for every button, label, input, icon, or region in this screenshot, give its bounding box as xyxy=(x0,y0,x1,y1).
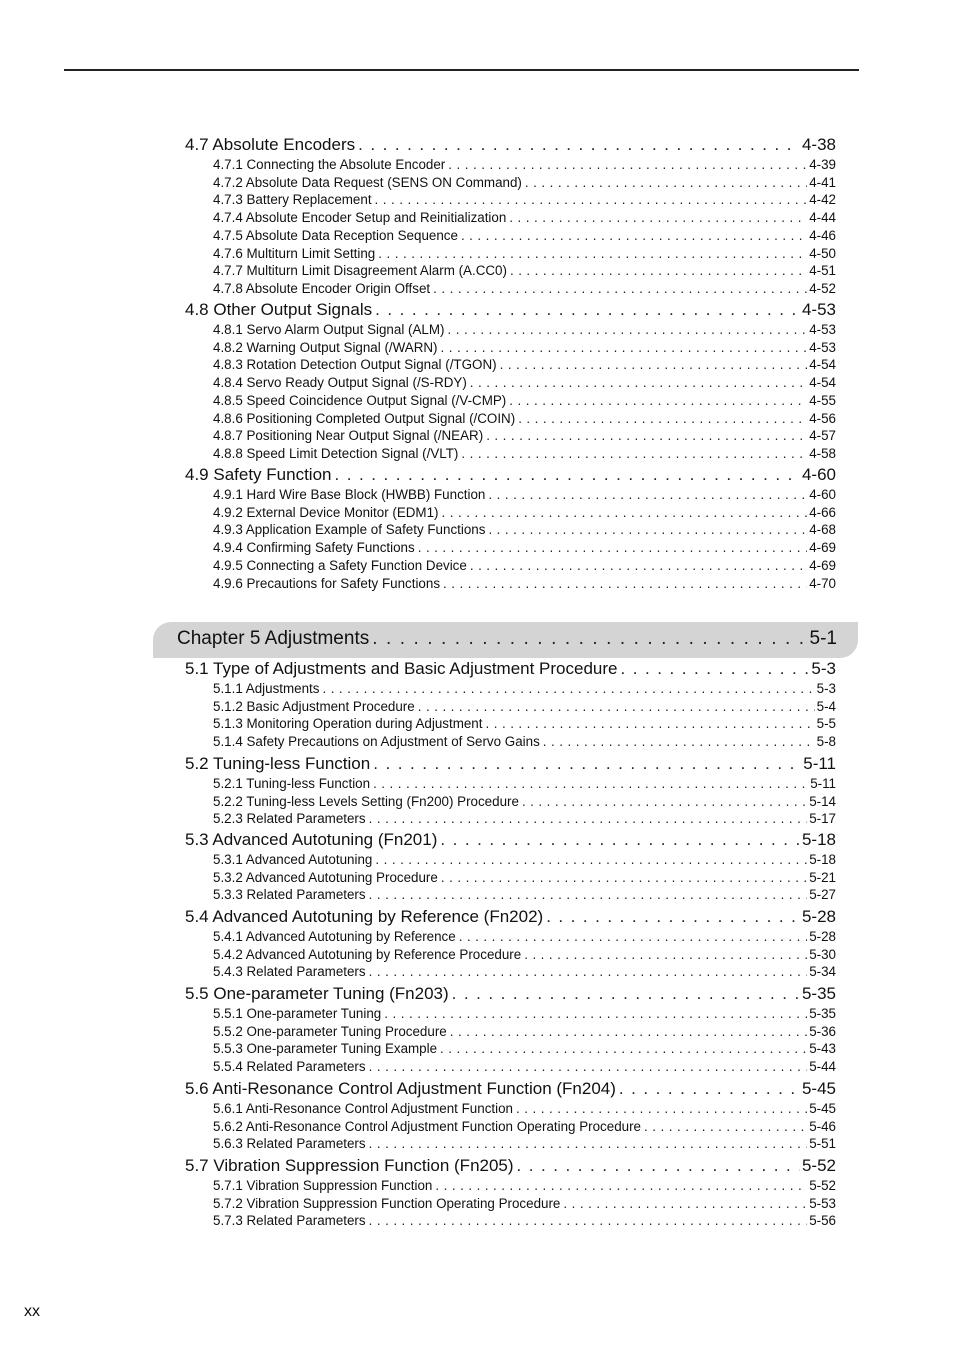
toc-subsection-entry-page: 4-44 xyxy=(809,210,836,225)
toc-subsection-entry-title: 4.8.7 Positioning Near Output Signal (/NEAR) xyxy=(213,428,484,443)
toc-subsection-entry[interactable] xyxy=(213,1119,836,1136)
chapter-heading-bar xyxy=(153,622,858,658)
toc-subsection-entry-title: 5.3.2 Advanced Autotuning Procedure xyxy=(213,870,438,885)
toc-subsection-entry-title: 4.8.5 Speed Coincidence Output Signal (/V-CMP) xyxy=(213,393,507,408)
toc-subsection-entry[interactable] xyxy=(213,505,836,522)
dot-leader xyxy=(369,964,808,979)
toc-subsection-entry[interactable] xyxy=(213,1059,836,1076)
toc-subsection-entry-page: 5-56 xyxy=(809,1213,836,1228)
dot-leader xyxy=(563,1196,807,1211)
toc-section-entry[interactable] xyxy=(185,984,836,1006)
page-number-label: xx xyxy=(24,1303,40,1320)
toc-section-entry-title: 5.4 Advanced Autotuning by Reference (Fn202) xyxy=(185,907,544,926)
dot-leader xyxy=(375,192,808,207)
toc-section-entry[interactable] xyxy=(185,659,836,681)
toc-subsection-entry-page: 4-55 xyxy=(809,393,836,408)
toc-section-entry-title: 5.1 Type of Adjustments and Basic Adjustment Procedure xyxy=(185,659,618,678)
toc-subsection-entry[interactable] xyxy=(213,964,836,981)
toc-subsection-entry-title: 4.8.4 Servo Ready Output Signal (/S-RDY) xyxy=(213,375,467,390)
toc-section-entry-title: 5.2 Tuning-less Function xyxy=(185,754,371,773)
dot-leader xyxy=(440,830,800,850)
toc-subsection-entry[interactable] xyxy=(213,540,836,557)
toc-subsection-entry-page: 5-53 xyxy=(809,1196,836,1211)
header-rule xyxy=(64,69,859,71)
toc-subsection-entry[interactable] xyxy=(213,870,836,887)
toc-subsection-entry-title: 5.4.3 Related Parameters xyxy=(213,964,366,979)
toc-subsection-entry[interactable] xyxy=(213,1196,836,1213)
toc-section-entry-page: 5-28 xyxy=(801,907,836,926)
dot-leader xyxy=(516,1101,807,1116)
toc-subsection-entry[interactable] xyxy=(213,322,836,339)
toc-subsection-entry[interactable] xyxy=(213,811,836,828)
toc-subsection-entry-page: 5-4 xyxy=(816,699,836,714)
toc-subsection-entry-page: 5-11 xyxy=(810,776,836,791)
toc-subsection-entry-title: 4.8.1 Servo Alarm Output Signal (ALM) xyxy=(213,322,445,337)
toc-subsection-entry-title: 5.2.3 Related Parameters xyxy=(213,811,366,826)
dot-leader xyxy=(373,754,801,774)
toc-subsection-entry-page: 4-42 xyxy=(809,192,836,207)
toc-section-entry-page: 5-18 xyxy=(801,830,836,849)
toc-subsection-entry-page: 5-46 xyxy=(809,1119,836,1134)
toc-subsection-entry-page: 4-41 xyxy=(809,175,836,190)
toc-subsection-entry[interactable] xyxy=(213,852,836,869)
dot-leader xyxy=(452,984,800,1004)
toc-subsection-entry[interactable] xyxy=(213,192,836,209)
toc-subsection-entry-title: 5.1.1 Adjustments xyxy=(213,681,320,696)
toc-subsection-entry-title: 4.7.6 Multiturn Limit Setting xyxy=(213,246,376,261)
chapter-page: 5-1 xyxy=(809,628,837,649)
dot-leader xyxy=(369,887,808,902)
toc-subsection-entry-title: 4.8.8 Speed Limit Detection Signal (/VLT) xyxy=(213,446,459,461)
dot-leader xyxy=(334,465,799,485)
dot-leader xyxy=(369,1136,808,1151)
toc-subsection-entry-page: 5-34 xyxy=(809,964,836,979)
toc-subsection-entry[interactable] xyxy=(213,228,836,245)
dot-leader xyxy=(485,716,814,731)
toc-subsection-entry[interactable] xyxy=(213,246,836,263)
dot-leader xyxy=(418,540,807,555)
dot-leader xyxy=(448,157,807,172)
toc-subsection-entry[interactable] xyxy=(213,558,836,575)
dot-leader xyxy=(470,558,807,573)
toc-subsection-entry-title: 5.5.4 Related Parameters xyxy=(213,1059,366,1074)
toc-subsection-entry-title: 4.7.3 Battery Replacement xyxy=(213,192,372,207)
toc-subsection-entry-page: 4-46 xyxy=(809,228,836,243)
toc-subsection-entry-title: 5.4.2 Advanced Autotuning by Reference Procedure xyxy=(213,947,522,962)
toc-subsection-entry-page: 4-50 xyxy=(809,246,836,261)
toc-subsection-entry-title: 4.8.6 Positioning Completed Output Signal (/COIN) xyxy=(213,411,516,426)
toc-section-entry-page: 5-3 xyxy=(811,659,836,678)
toc-subsection-entry-page: 4-68 xyxy=(809,522,836,537)
toc-subsection-entry[interactable] xyxy=(213,210,836,227)
toc-subsection-entry[interactable] xyxy=(213,522,836,539)
dot-leader xyxy=(435,1178,807,1193)
toc-subsection-entry-page: 4-69 xyxy=(809,540,836,555)
toc-section-entry-page: 5-45 xyxy=(801,1079,836,1098)
toc-subsection-entry[interactable] xyxy=(213,1178,836,1195)
toc-subsection-entry-title: 5.1.2 Basic Adjustment Procedure xyxy=(213,699,415,714)
dot-leader xyxy=(373,776,808,791)
toc-section-entry[interactable] xyxy=(185,1156,836,1178)
toc-subsection-entry-title: 4.9.4 Confirming Safety Functions xyxy=(213,540,415,555)
toc-subsection-entry[interactable] xyxy=(213,393,836,410)
toc-section-entry-page: 5-11 xyxy=(803,754,836,773)
dot-leader xyxy=(440,1041,807,1056)
dot-leader xyxy=(384,1006,807,1021)
toc-subsection-entry-title: 5.2.2 Tuning-less Levels Setting (Fn200) Procedure xyxy=(213,794,519,809)
toc-section-entry[interactable] xyxy=(185,907,836,929)
toc-subsection-entry-title: 4.7.2 Absolute Data Request (SENS ON Command) xyxy=(213,175,522,190)
toc-subsection-entry-title: 4.9.2 External Device Monitor (EDM1) xyxy=(213,505,439,520)
toc-subsection-entry-page: 5-36 xyxy=(809,1024,836,1039)
dot-leader xyxy=(510,263,807,278)
toc-subsection-entry[interactable] xyxy=(213,681,836,698)
toc-subsection-entry[interactable] xyxy=(213,357,836,374)
dot-leader xyxy=(522,794,807,809)
dot-leader xyxy=(461,446,807,461)
toc-subsection-entry-title: 5.7.2 Vibration Suppression Function Operating Procedure xyxy=(213,1196,561,1211)
dot-leader xyxy=(518,411,807,426)
toc-subsection-entry-page: 4-57 xyxy=(809,428,836,443)
toc-subsection-entry[interactable] xyxy=(213,411,836,428)
toc-section-entry-page: 5-52 xyxy=(801,1156,836,1175)
toc-subsection-entry-title: 5.1.3 Monitoring Operation during Adjustment xyxy=(213,716,483,731)
toc-section-entry-page: 4-53 xyxy=(801,300,836,319)
toc-subsection-entry-page: 4-53 xyxy=(809,340,836,355)
dot-leader xyxy=(450,1024,807,1039)
toc-subsection-entry[interactable] xyxy=(213,428,836,445)
dot-leader xyxy=(524,947,807,962)
toc-subsection-entry-title: 4.7.5 Absolute Data Reception Sequence xyxy=(213,228,458,243)
dot-leader xyxy=(517,1156,800,1176)
toc-subsection-entry[interactable] xyxy=(213,734,836,751)
toc-subsection-entry-page: 4-60 xyxy=(809,487,836,502)
dot-leader xyxy=(369,1213,808,1228)
toc-subsection-entry-title: 5.6.2 Anti-Resonance Control Adjustment Function Operating Procedure xyxy=(213,1119,642,1134)
toc-subsection-entry[interactable] xyxy=(213,375,836,392)
toc-subsection-entry-title: 4.7.8 Absolute Encoder Origin Offset xyxy=(213,281,431,296)
dot-leader xyxy=(441,340,808,355)
toc-section-entry[interactable] xyxy=(185,1079,836,1101)
toc-subsection-entry-title: 5.2.1 Tuning-less Function xyxy=(213,776,371,791)
toc-subsection-entry-title: 4.7.7 Multiturn Limit Disagreement Alarm (A.CC0) xyxy=(213,263,507,278)
toc-section-entry-page: 4-38 xyxy=(801,135,836,154)
toc-subsection-entry-title: 5.5.2 One-parameter Tuning Procedure xyxy=(213,1024,447,1039)
toc-subsection-entry[interactable] xyxy=(213,699,836,716)
toc-subsection-entry-page: 5-28 xyxy=(809,929,836,944)
dot-leader xyxy=(441,870,807,885)
toc-subsection-entry-page: 5-21 xyxy=(809,870,836,885)
toc-section-entry[interactable] xyxy=(185,465,836,487)
toc-subsection-entry-page: 4-39 xyxy=(809,157,836,172)
toc-subsection-entry-title: 4.8.3 Rotation Detection Output Signal (/TGON) xyxy=(213,357,497,372)
toc-subsection-entry-page: 5-45 xyxy=(809,1101,836,1116)
toc-subsection-entry-page: 5-18 xyxy=(809,852,836,867)
toc-subsection-entry-page: 5-8 xyxy=(816,734,836,749)
dot-leader xyxy=(488,522,807,537)
dot-leader xyxy=(369,811,808,826)
toc-subsection-entry-page: 4-58 xyxy=(809,446,836,461)
toc-subsection-entry-title: 5.3.3 Related Parameters xyxy=(213,887,366,902)
dot-leader xyxy=(369,1059,808,1074)
toc-subsection-entry-page: 4-66 xyxy=(809,505,836,520)
toc-subsection-entry[interactable] xyxy=(213,1136,836,1153)
toc-subsection-entry-page: 4-51 xyxy=(809,263,836,278)
toc-section-entry[interactable] xyxy=(185,300,836,322)
toc-subsection-entry-page: 4-53 xyxy=(809,322,836,337)
dot-leader xyxy=(546,907,800,927)
toc-subsection-entry-title: 5.4.1 Advanced Autotuning by Reference xyxy=(213,929,456,944)
dot-leader xyxy=(488,487,807,502)
toc-subsection-entry-page: 5-27 xyxy=(809,887,836,902)
dot-leader xyxy=(525,175,807,190)
toc-section-entry-title: 5.5 One-parameter Tuning (Fn203) xyxy=(185,984,449,1003)
toc-section-entry[interactable] xyxy=(185,754,836,776)
dot-leader xyxy=(459,929,807,944)
toc-section-entry-title: 5.6 Anti-Resonance Control Adjustment Function (Fn204) xyxy=(185,1079,616,1098)
toc-subsection-entry-title: 5.5.1 One-parameter Tuning xyxy=(213,1006,382,1021)
dot-leader xyxy=(447,322,807,337)
toc-subsection-entry-page: 5-30 xyxy=(809,947,836,962)
toc-subsection-entry[interactable] xyxy=(213,776,836,793)
toc-subsection-entry[interactable] xyxy=(213,1041,836,1058)
dot-leader xyxy=(322,681,814,696)
toc-subsection-entry-page: 4-70 xyxy=(809,576,836,591)
dot-leader xyxy=(621,659,810,679)
toc-subsection-entry-page: 5-3 xyxy=(816,681,836,696)
toc-subsection-entry-title: 5.6.3 Related Parameters xyxy=(213,1136,366,1151)
toc-subsection-entry-page: 5-14 xyxy=(809,794,836,809)
toc-subsection-entry-page: 5-51 xyxy=(809,1136,836,1151)
toc-subsection-entry-title: 5.1.4 Safety Precautions on Adjustment of Servo Gains xyxy=(213,734,540,749)
dot-leader xyxy=(619,1079,800,1099)
toc-subsection-entry-page: 4-54 xyxy=(809,375,836,390)
toc-subsection-entry-page: 4-52 xyxy=(809,281,836,296)
dot-leader xyxy=(372,628,807,650)
toc-subsection-entry-title: 4.9.6 Precautions for Safety Functions xyxy=(213,576,441,591)
toc-subsection-entry-page: 5-35 xyxy=(809,1006,836,1021)
toc-chapter-entry[interactable] xyxy=(177,628,837,652)
toc-section-entry[interactable] xyxy=(185,830,836,852)
toc-subsection-entry[interactable] xyxy=(213,340,836,357)
toc-subsection-entry-page: 5-5 xyxy=(816,716,836,731)
dot-leader xyxy=(543,734,815,749)
toc-subsection-entry-title: 5.3.1 Advanced Autotuning xyxy=(213,852,373,867)
dot-leader xyxy=(358,135,800,155)
toc-subsection-entry[interactable] xyxy=(213,175,836,192)
toc-subsection-entry[interactable] xyxy=(213,716,836,733)
toc-subsection-entry-title: 4.9.5 Connecting a Safety Function Device xyxy=(213,558,467,573)
toc-subsection-entry-title: 4.9.3 Application Example of Safety Functions xyxy=(213,522,486,537)
toc-section-entry-title: 4.8 Other Output Signals xyxy=(185,300,373,319)
toc-section-entry[interactable] xyxy=(185,135,836,157)
toc-subsection-entry-page: 5-17 xyxy=(809,811,836,826)
toc-subsection-entry-title: 5.6.1 Anti-Resonance Control Adjustment Function xyxy=(213,1101,513,1116)
toc-subsection-entry-title: 5.7.3 Related Parameters xyxy=(213,1213,366,1228)
toc-section-entry-title: 5.7 Vibration Suppression Function (Fn205) xyxy=(185,1156,514,1175)
toc-section-entry-page: 5-35 xyxy=(801,984,836,1003)
toc-subsection-entry-title: 4.7.1 Connecting the Absolute Encoder xyxy=(213,157,446,172)
toc-subsection-entry[interactable] xyxy=(213,794,836,811)
dot-leader xyxy=(378,246,807,261)
dot-leader xyxy=(509,210,807,225)
toc-subsection-entry-page: 5-43 xyxy=(809,1041,836,1056)
toc-subsection-entry[interactable] xyxy=(213,947,836,964)
toc-subsection-entry-page: 4-54 xyxy=(809,357,836,372)
toc-subsection-entry[interactable] xyxy=(213,157,836,174)
toc-subsection-entry[interactable] xyxy=(213,281,836,298)
toc-subsection-entry[interactable] xyxy=(213,1101,836,1118)
toc-subsection-entry-page: 4-69 xyxy=(809,558,836,573)
toc-subsection-entry-title: 5.5.3 One-parameter Tuning Example xyxy=(213,1041,438,1056)
toc-subsection-entry[interactable] xyxy=(213,887,836,904)
dot-leader xyxy=(442,505,808,520)
toc-subsection-entry[interactable] xyxy=(213,1213,836,1230)
dot-leader xyxy=(509,393,807,408)
toc-subsection-entry[interactable] xyxy=(213,1006,836,1023)
toc-section-entry-title: 4.9 Safety Function xyxy=(185,465,332,484)
toc-section-entry-title: 5.3 Advanced Autotuning (Fn201) xyxy=(185,830,438,849)
toc-subsection-entry[interactable] xyxy=(213,576,836,593)
dot-leader xyxy=(375,852,807,867)
toc-subsection-entry[interactable] xyxy=(213,1024,836,1041)
toc-subsection-entry-page: 5-52 xyxy=(809,1178,836,1193)
dot-leader xyxy=(443,576,807,591)
toc-section-entry-page: 4-60 xyxy=(801,465,836,484)
toc-subsection-entry-title: 4.9.1 Hard Wire Base Block (HWBB) Function xyxy=(213,487,486,502)
toc-section-entry-title: 4.7 Absolute Encoders xyxy=(185,135,356,154)
toc-subsection-entry-page: 4-56 xyxy=(809,411,836,426)
dot-leader xyxy=(500,357,808,372)
dot-leader xyxy=(486,428,807,443)
toc-subsection-entry[interactable] xyxy=(213,263,836,280)
dot-leader xyxy=(644,1119,807,1134)
toc-subsection-entry-title: 4.8.2 Warning Output Signal (/WARN) xyxy=(213,340,438,355)
toc-subsection-entry-title: 5.7.1 Vibration Suppression Function xyxy=(213,1178,433,1193)
toc-subsection-entry-title: 4.7.4 Absolute Encoder Setup and Reinitialization xyxy=(213,210,507,225)
dot-leader xyxy=(470,375,807,390)
dot-leader xyxy=(433,281,807,296)
toc-subsection-entry[interactable] xyxy=(213,446,836,463)
toc-subsection-entry[interactable] xyxy=(213,929,836,946)
chapter-title: Chapter 5 Adjustments xyxy=(177,628,370,649)
dot-leader xyxy=(375,300,800,320)
dot-leader xyxy=(461,228,807,243)
toc-subsection-entry-page: 5-44 xyxy=(809,1059,836,1074)
dot-leader xyxy=(418,699,815,714)
toc-subsection-entry[interactable] xyxy=(213,487,836,504)
